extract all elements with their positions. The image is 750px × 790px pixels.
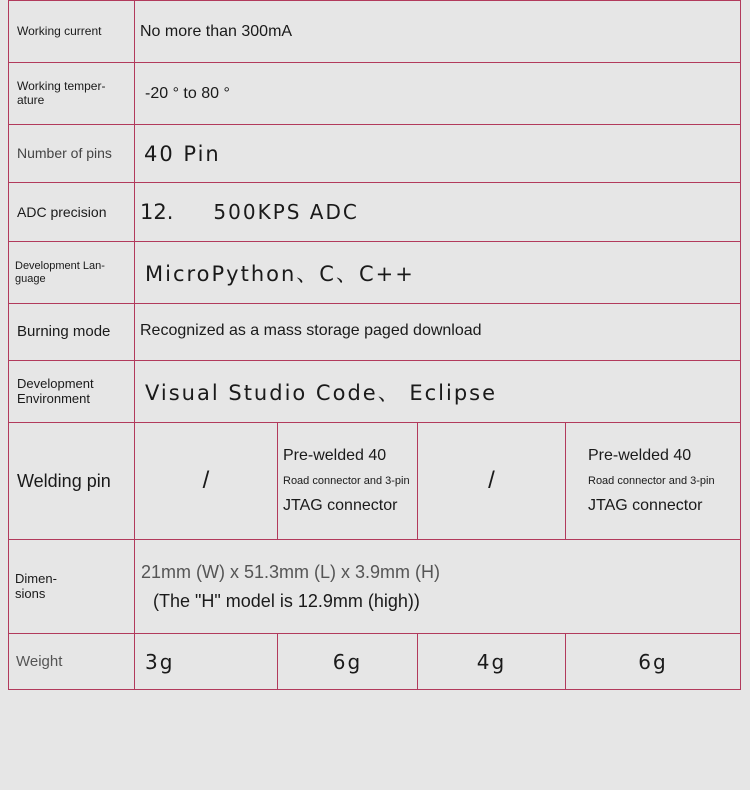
working-temperature-value: -20 ° to 80 ° xyxy=(145,84,230,102)
value-cell xyxy=(134,361,741,423)
welding-pin-cell-4 xyxy=(565,423,741,540)
welding-pin-slash-1: / xyxy=(202,467,210,494)
working-current-value: No more than 300mA xyxy=(140,22,293,40)
dimensions-value-line2: (The "H" model is 12.9mm (high)) xyxy=(153,590,420,611)
development-environment-label-line2: Environment xyxy=(17,390,90,406)
label-cell xyxy=(8,125,134,183)
label-cell xyxy=(8,1,134,63)
row-development-environment xyxy=(8,361,741,423)
welding-pin-4-line3: JTAG connector xyxy=(588,497,703,514)
weight-cell-3 xyxy=(417,634,565,690)
row-burning-mode xyxy=(8,304,741,361)
dimensions-label-line2: sions xyxy=(15,585,46,601)
adc-precision-value-part1: 12. xyxy=(140,200,174,224)
label-cell xyxy=(8,304,134,361)
number-of-pins-label: Number of pins xyxy=(17,145,112,162)
weight-cell-4 xyxy=(565,634,741,690)
label-cell xyxy=(8,634,134,690)
row-dimensions xyxy=(8,540,741,634)
label-cell xyxy=(8,183,134,242)
welding-pin-2-line1: Pre-welded 40 xyxy=(283,447,387,464)
adc-precision-label: ADC precision xyxy=(17,203,107,220)
development-environment-label-line1: Development xyxy=(17,375,94,391)
burning-mode-value: Recognized as a mass storage paged download xyxy=(140,322,482,339)
label-cell xyxy=(8,242,134,304)
working-temperature-label-line2: ature xyxy=(17,92,45,107)
development-language-label-line2: guage xyxy=(15,272,46,285)
value-cell xyxy=(134,242,741,304)
working-current-label: Working current xyxy=(17,23,102,38)
welding-pin-cell-3 xyxy=(417,423,565,540)
value-cell xyxy=(134,63,741,125)
welding-pin-cell-2 xyxy=(277,423,417,540)
row-working-current xyxy=(8,0,741,63)
development-language-label-line1: Development Lan- xyxy=(15,259,105,272)
value-cell xyxy=(134,540,741,634)
label-cell xyxy=(8,63,134,125)
weight-label: Weight xyxy=(16,652,63,670)
development-environment-value: Visual Studio Code、 Eclipse xyxy=(145,380,498,405)
number-of-pins-value: 40 Pin xyxy=(144,141,221,166)
weight-cell-1 xyxy=(134,634,277,690)
burning-mode-label: Burning mode xyxy=(17,323,111,341)
dimensions-value-line1: 21mm (W) x 51.3mm (L) x 3.9mm (H) xyxy=(141,561,441,582)
weight-cell-2 xyxy=(277,634,417,690)
adc-precision-value-part2: 500KPS ADC xyxy=(213,200,359,224)
welding-pin-2-line3: JTAG connector xyxy=(283,497,398,514)
welding-pin-4-line2: Road connector and 3-pin xyxy=(588,475,715,487)
weight-value-1: 3g xyxy=(145,649,175,674)
welding-pin-4-line1: Pre-welded 40 xyxy=(588,447,692,464)
dimensions-label-line1: Dimen- xyxy=(15,570,57,586)
weight-value-3: 4g xyxy=(476,649,507,674)
working-temperature-label-line1: Working temper- xyxy=(17,78,106,93)
label-cell xyxy=(8,540,134,634)
row-development-language xyxy=(8,242,741,304)
welding-pin-label: Welding pin xyxy=(17,470,111,491)
row-number-of-pins xyxy=(8,125,741,183)
value-cell xyxy=(134,304,741,361)
row-weight xyxy=(8,634,741,690)
development-language-value: MicroPython、C、C++ xyxy=(145,261,415,286)
weight-value-2: 6g xyxy=(332,649,363,674)
welding-pin-2-line2: Road connector and 3-pin xyxy=(283,475,410,487)
row-working-temperature xyxy=(8,63,741,125)
label-cell xyxy=(8,361,134,423)
row-adc-precision xyxy=(8,183,741,242)
label-cell xyxy=(8,423,134,540)
value-cell xyxy=(134,1,741,63)
value-cell xyxy=(134,125,741,183)
value-cell xyxy=(134,183,741,242)
row-welding-pin xyxy=(8,423,741,540)
welding-pin-slash-3: / xyxy=(488,467,495,494)
weight-value-4: 6g xyxy=(638,649,668,674)
welding-pin-cell-1 xyxy=(134,423,277,540)
